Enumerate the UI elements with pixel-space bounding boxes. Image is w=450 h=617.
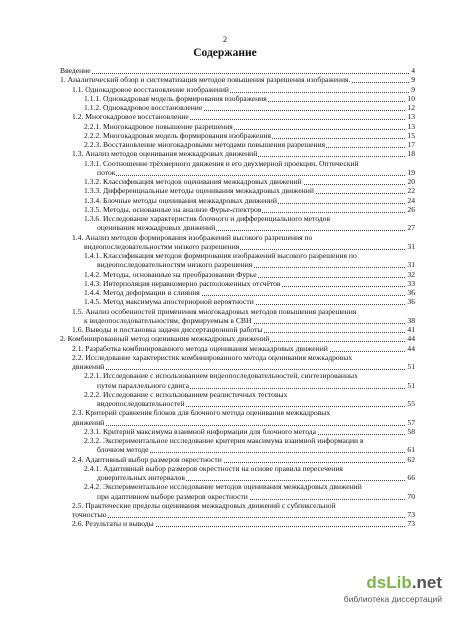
toc-entry-page: 51	[407, 380, 415, 390]
toc-entry-page: 26	[407, 204, 415, 214]
toc-entry-title: 1.3.2. Классификация методов оценивания межкадровых движений	[84, 177, 302, 186]
toc-entry-title: 2.5. Практические пределы оценивания межкадровых движений с субпиксельной	[72, 500, 336, 510]
toc-entry-page: 24	[407, 195, 415, 205]
toc-entry-title: блочном методе	[97, 445, 149, 455]
toc-entry-page: 57	[407, 417, 415, 427]
toc-leader-dots	[97, 175, 415, 176]
toc-entry-title: 1.4.2. Методы, основанные на преобразовании Фурье	[84, 269, 257, 279]
toc-entry-title: видеопоследовательностей	[97, 399, 185, 408]
toc-entry-page: 70	[407, 491, 415, 501]
toc-entry-title: точностью	[72, 510, 107, 519]
toc-entry-page: 41	[407, 325, 415, 334]
toc-entry-page: 19	[407, 167, 415, 177]
toc-entry-title: 2.2.2. Исследование с использованием реалистичных тестовых	[84, 389, 288, 399]
toc-entry-title: 2.2.2. Многокадровая модель формирования изображения	[84, 130, 271, 140]
toc-entry-title: 1.6. Выводы и постановка задачи диссертационной работы	[72, 325, 263, 334]
toc-entry-title: 2.2.3. Восстановление многокадровыми методами повышения разрешения	[84, 140, 326, 149]
toc-entry-page: 9	[411, 75, 415, 85]
toc-entry-page: 27	[407, 223, 415, 233]
page-number: 2	[222, 34, 228, 44]
toc-entry-title: 1.5. Анализ особенностей применения многокадровых методов повышения разрешения	[72, 306, 357, 316]
toc-entry-page: 61	[407, 445, 415, 455]
watermark-logo-text: dsLib.net	[366, 573, 442, 592]
toc-entry-page: 36	[407, 288, 415, 297]
toc-entry-page: 51	[407, 362, 415, 371]
toc-entry-page: 18	[407, 149, 415, 159]
toc-entry-title: доверительных интервалов	[97, 473, 185, 482]
toc-entry-page: 31	[407, 260, 415, 270]
toc-entry-title: 1.3.6. Исследование характеристик блочного и дифференциального методов	[84, 214, 331, 223]
toc-entry-title: 1.4.5. Метод максимума апостериорной вероятности	[84, 297, 254, 307]
toc-entry-title: 1.3.1. Соотношение трёхмерного движения и его двухмерной проекции. Оптический	[84, 158, 359, 168]
toc-entry-title: 1.3.4. Блочные методы оценивания межкадровых движений	[84, 195, 277, 205]
toc-entry-page: 33	[407, 278, 415, 288]
toc-entry-title: при адаптивном выборе размеров окрестности	[97, 491, 248, 501]
toc-entry-title: путем параллельного сдвига	[97, 380, 189, 390]
toc-entry-page: 73	[407, 510, 415, 519]
toc-entry-title: к видеопоследовательностям, формируемым в СВН	[84, 315, 252, 325]
toc-entry-title: оценивания межкадровых движений	[97, 223, 216, 233]
toc-entry-title: 1.1.1. Однокадровая модель формирования изображения	[84, 93, 267, 103]
toc-entry-page: 15	[407, 130, 415, 140]
toc-entry-title: 2.4.2. Экспериментальное исследование методов оценивания межкадровых движений	[84, 482, 362, 492]
toc-entry-title: 2.1. Разработка комбинированного метода оценивания межкадровых движений	[72, 343, 328, 353]
toc-leader-dots	[72, 425, 415, 426]
toc-entry-page: 22	[407, 186, 415, 196]
toc-entry-title: видеопоследовательностям низкого разрешения	[84, 241, 240, 251]
page-title: Содержание	[193, 47, 257, 59]
toc-entry-page: 31	[407, 241, 415, 251]
toc-entry-page: 13	[407, 112, 415, 122]
toc-entry-title: 1.4. Анализ методов формирования изображений высокого разрешения по	[72, 232, 313, 242]
watermark	[322, 573, 442, 607]
toc-entry-title: 1.2. Многокадровое восстановление	[72, 112, 189, 122]
toc-entry-page: 13	[407, 121, 415, 131]
toc-entry-title: 2.3. Критерий сравнения блоков для блочного метода оценивания межкадровых	[72, 408, 331, 418]
toc-entry-title: 1.3.3. Дифференциальные методы оценивания межкадровых движений	[84, 186, 314, 196]
toc-entry-page: 44	[407, 343, 415, 353]
toc-entry-title: 2.4. Адаптивный выбор размеров окрестности	[72, 454, 222, 464]
toc-entry-title: 1.4.4. Метод деформации и слияния	[84, 288, 200, 297]
toc-entry-page: 17	[407, 140, 415, 149]
toc-entry-title: 1.3. Анализ методов оценивания межкадровых движений	[72, 149, 258, 159]
toc-entry-title: 1.1.2. Однокадровое восстановление	[84, 103, 203, 112]
toc-entry-title: 2. Комбинированный метод оценивания межкадровых движений	[60, 334, 270, 344]
toc-entry-title: видеопоследовательностям низкого разрешения	[97, 260, 253, 270]
toc-entry-page: 58	[407, 426, 415, 436]
watermark-logo	[366, 573, 442, 593]
toc-entry-title: 1. Аналитический обзор и систематизация методов повышения разрешения изображения.	[60, 75, 351, 85]
toc-entry-title: Введение	[60, 66, 91, 75]
toc-entry-title: 2.2. Исследование характеристик комбинированного метода оценивания межкадровых	[72, 352, 353, 362]
toc-entry-page: 62	[407, 454, 415, 464]
toc-entry-page: 9	[411, 84, 415, 94]
toc-entry-page: 12	[407, 103, 415, 112]
toc-entry-title: 2.3.1. Критерий максимума взаимной информации для блочного метода	[84, 426, 317, 436]
toc-entry-title: движений	[72, 417, 105, 427]
toc-entry	[72, 519, 415, 529]
toc-entry-page: 32	[407, 269, 415, 279]
toc-entry-title: 2.3.2. Экспериментальное исследование критерия максимума взаимной информации в	[84, 436, 364, 445]
toc-leader-dots	[72, 517, 415, 518]
toc-entry-page: 36	[407, 297, 415, 307]
toc-entry-title: 1.1. Однокадровое восстановление изображений	[72, 84, 229, 94]
toc-entry-title: 2.2.1. Исследование с использованием видеопоследовательностей, синтезированных	[84, 371, 358, 381]
watermark-tagline: библиотека диссертаций	[343, 594, 442, 604]
toc-entry-title: движений	[72, 362, 105, 371]
toc-entry-page: 10	[407, 93, 415, 103]
toc-entry-page: 4	[411, 66, 415, 75]
toc-entry-page: 20	[407, 177, 415, 186]
toc-entry-title: 2.4.1. Адаптивный выбор размеров окрестности на основе правила пересечения	[84, 463, 343, 473]
toc-entry-page: 55	[407, 399, 415, 408]
toc-entry-title: 1.3.5. Методы, основанные на анализе Фурье-спектров	[84, 204, 262, 214]
toc-entry-title: 2.2.1. Многокадровое повышение разрешения	[84, 121, 233, 131]
toc-leader-dots	[72, 369, 415, 370]
toc-entry-page: 73	[407, 519, 415, 529]
toc-leader-dots	[60, 73, 415, 74]
toc-entry-page: 38	[407, 315, 415, 325]
toc-entry-title: 1.4.3. Интерполяция неравномерно расположенных отсчётов	[84, 278, 281, 288]
toc-entry-title: 2.6. Результаты и выводы	[72, 519, 154, 529]
toc-entry-title: 1.4.1. Классификация методов формирования изображений высокого разрешения по	[84, 251, 357, 260]
toc-entry-title: поток	[97, 167, 116, 177]
toc-entry-page: 44	[407, 334, 415, 344]
toc-entry-page: 66	[407, 473, 415, 482]
